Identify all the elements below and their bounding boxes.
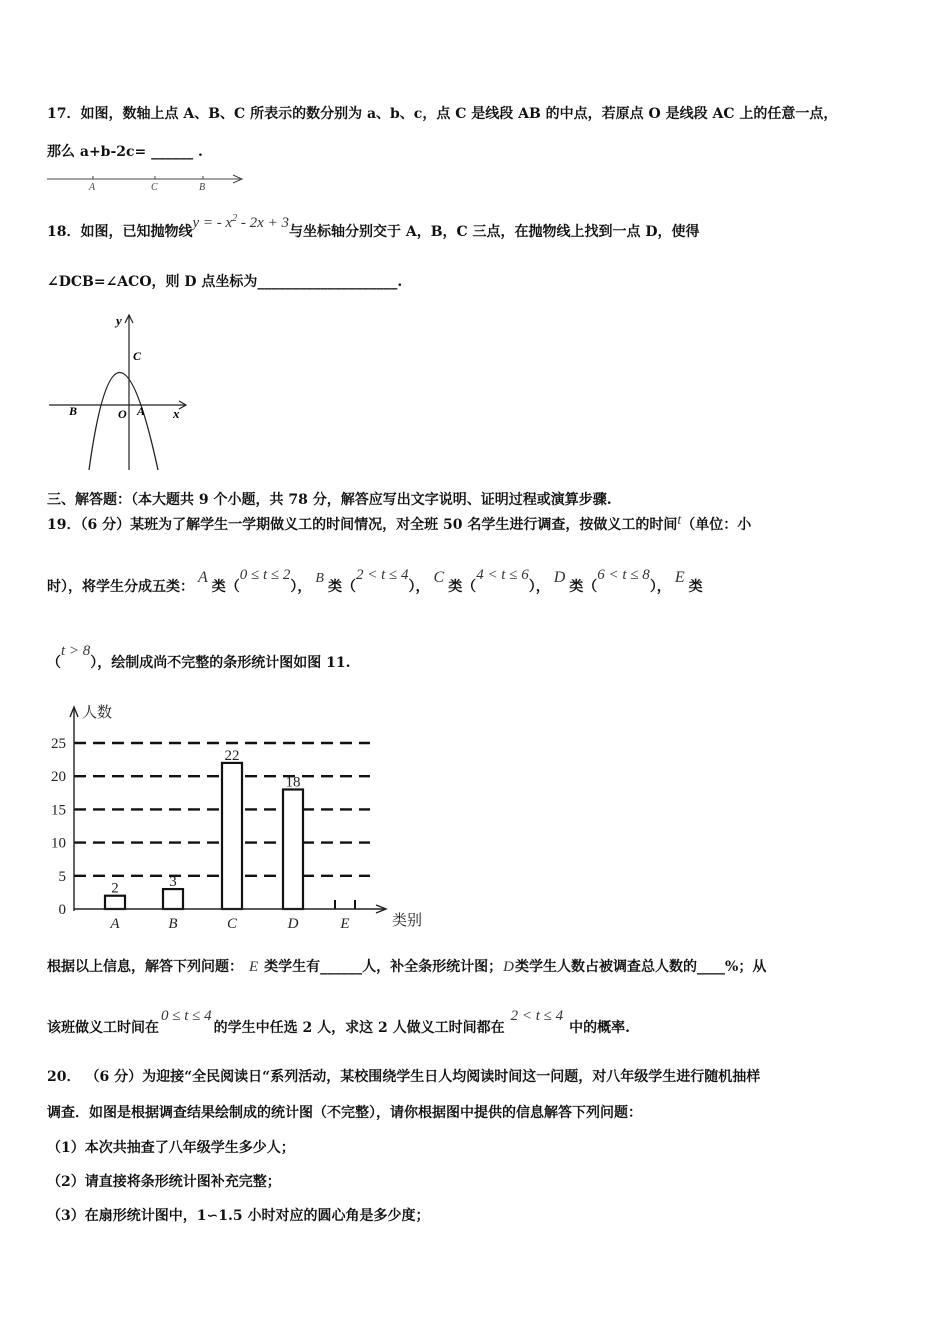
q19-question-line1: [47, 956, 766, 976]
q17-line2: 那么 a+b-2c= ______ .: [47, 144, 203, 160]
chart-xlabel: 类别: [392, 913, 423, 929]
q19-line3-open: （: [47, 655, 61, 671]
q19-text: （6 分）某班为了解学生一学期做义工的时间情况，对全班 50 名学生进行调查，按做义工的时间: [80, 517, 678, 533]
cat-c-range: 4 < t ≤ 6: [476, 567, 529, 583]
q17-number: 17．: [47, 106, 81, 122]
q19-text-end: （单位：小: [681, 517, 752, 533]
q20-line1: [47, 1066, 760, 1086]
parabola-figure: [45, 308, 195, 473]
cat-e-letter: E: [674, 569, 685, 586]
x-category-label: A: [110, 916, 120, 932]
q19-t-var: t: [677, 513, 682, 528]
cat-b-word: 类（: [327, 579, 356, 595]
q17-text: 如图，数轴上点 A、B、C 所表示的数分别为 a、b、c，点 C 是线段 AB 的中点，若原点 O 是线段 AC 上的任意一点，: [80, 106, 838, 122]
q19-line3: [47, 643, 351, 672]
y-tick-label: 20: [51, 769, 66, 786]
q18-text-after: 与坐标轴分别交于 A，B，C 三点，在抛物线上找到一点 D，使得: [288, 224, 700, 240]
x-category-label: C: [226, 916, 238, 932]
q18-number: 18．: [47, 224, 81, 240]
q19-q1-d: D: [503, 959, 515, 975]
q18-line2: ∠DCB=∠ACO，则 D 点坐标为____________________.: [47, 274, 403, 290]
cat-e-range: t > 8: [61, 643, 91, 659]
q20-sub1: （1）本次共抽查了八年级学生多少人；: [47, 1140, 295, 1156]
cat-b-range: 2 < t ≤ 4: [355, 567, 409, 583]
data-label-b: 3: [169, 874, 177, 891]
y-tick-label: 25: [51, 736, 66, 752]
y-tick-label: 5: [58, 868, 66, 885]
q19-q2-c: 中的概率.: [569, 1020, 631, 1036]
label-c-point: C: [133, 349, 142, 363]
chart-ylabel: 人数: [82, 705, 113, 721]
data-label-d: 18: [285, 774, 301, 791]
y-tick-label: 0: [58, 902, 66, 918]
q19-line3-end: ），绘制成尚不完整的条形统计图如图 11.: [90, 655, 351, 671]
q18-text-before: 如图，已知抛物线: [80, 224, 193, 240]
cat-d-close: ），: [649, 579, 671, 595]
q20-sub3: （3）在扇形统计图中，1∽1.5 小时对应的圆心角是多少度；: [47, 1208, 430, 1224]
q19-line2-start: 时），将学生分成五类：: [47, 579, 194, 595]
q20-sub2: （2）请直接将条形统计图补充完整；: [47, 1174, 281, 1190]
q18-line1: [47, 213, 700, 241]
cat-a-close: ），: [290, 579, 312, 595]
label-a-point: A: [137, 404, 146, 418]
label-b-point: B: [69, 404, 78, 418]
cat-b-letter: B: [315, 571, 324, 586]
q19-line2: [47, 567, 703, 596]
q19-q2-range1: 0 ≤ t ≤ 4: [161, 1008, 212, 1024]
label-y: y: [116, 313, 122, 328]
q19-q1-b: 类学生有______人，补全条形统计图；: [264, 959, 503, 975]
label-b: B: [199, 182, 206, 193]
data-label-c: 22: [224, 747, 240, 764]
section3-title: 三、解答题：（本大题共 9 个小题，共 78 分，解答应写出文字说明、证明过程或演算步骤.: [47, 492, 612, 508]
cat-d-range: 6 < t ≤ 8: [597, 567, 650, 583]
q20-line2: 调查．如图是根据调查结果绘制成的统计图（不完整），请你根据图中提供的信息解答下列问题：: [47, 1105, 642, 1121]
cat-a-range: 0 ≤ t ≤ 2: [239, 567, 291, 583]
cat-d-letter: D: [553, 569, 566, 586]
x-category-label: B: [168, 916, 178, 932]
label-o-point: O: [118, 407, 127, 421]
q19-line1: [47, 514, 751, 534]
number-line-figure: [45, 168, 250, 194]
bar-b: [163, 889, 183, 909]
cat-b-close: ），: [408, 579, 430, 595]
q19-q2-a: 该班做义工时间在: [47, 1020, 159, 1036]
cat-c-word: 类（: [448, 579, 477, 595]
bar-chart: [40, 697, 440, 937]
cat-c-close: ），: [528, 579, 550, 595]
label-x: x: [173, 406, 180, 421]
cat-e-word: 类: [688, 579, 703, 595]
bar-c: [222, 763, 242, 909]
q20-number: 20．: [47, 1069, 81, 1085]
q19-q1-c: 类学生人数占被调查总人数的____%；从: [515, 959, 767, 975]
q17-line1: [47, 103, 837, 123]
x-category-label: D: [287, 916, 299, 932]
parabola-curve: [89, 373, 158, 471]
label-c: C: [151, 182, 158, 193]
cat-d-word: 类（: [569, 579, 598, 595]
data-label-a: 2: [111, 880, 119, 897]
bar-a: [105, 896, 125, 909]
x-category-label: E: [340, 916, 350, 932]
y-tick-label: 10: [51, 835, 66, 852]
q19-q2-range2: 2 < t ≤ 4: [510, 1008, 564, 1024]
cat-c-letter: C: [433, 569, 445, 586]
cat-a-word: 类（: [211, 579, 240, 595]
q19-question-line2: [47, 1008, 631, 1037]
q19-q2-b: 的学生中任选 2 人，求这 2 人做义工时间都在: [213, 1020, 505, 1036]
y-tick-label: 15: [51, 802, 66, 819]
q18-equation: y = - $x^2 - 2x + 3$: [192, 213, 289, 231]
q19-q1-e: E: [249, 959, 259, 975]
bar-d: [283, 789, 303, 909]
q19-number: 19．: [47, 517, 81, 533]
q19-q1-a: 根据以上信息，解答下列问题：: [47, 959, 243, 975]
label-a: A: [89, 182, 96, 193]
cat-a-letter: A: [198, 569, 208, 586]
q20-text: （6 分）为迎接“全民阅读日“系列活动，某校围绕学生日人均阅读时间这一问题，对八年级学生进行随机抽样: [92, 1069, 761, 1085]
